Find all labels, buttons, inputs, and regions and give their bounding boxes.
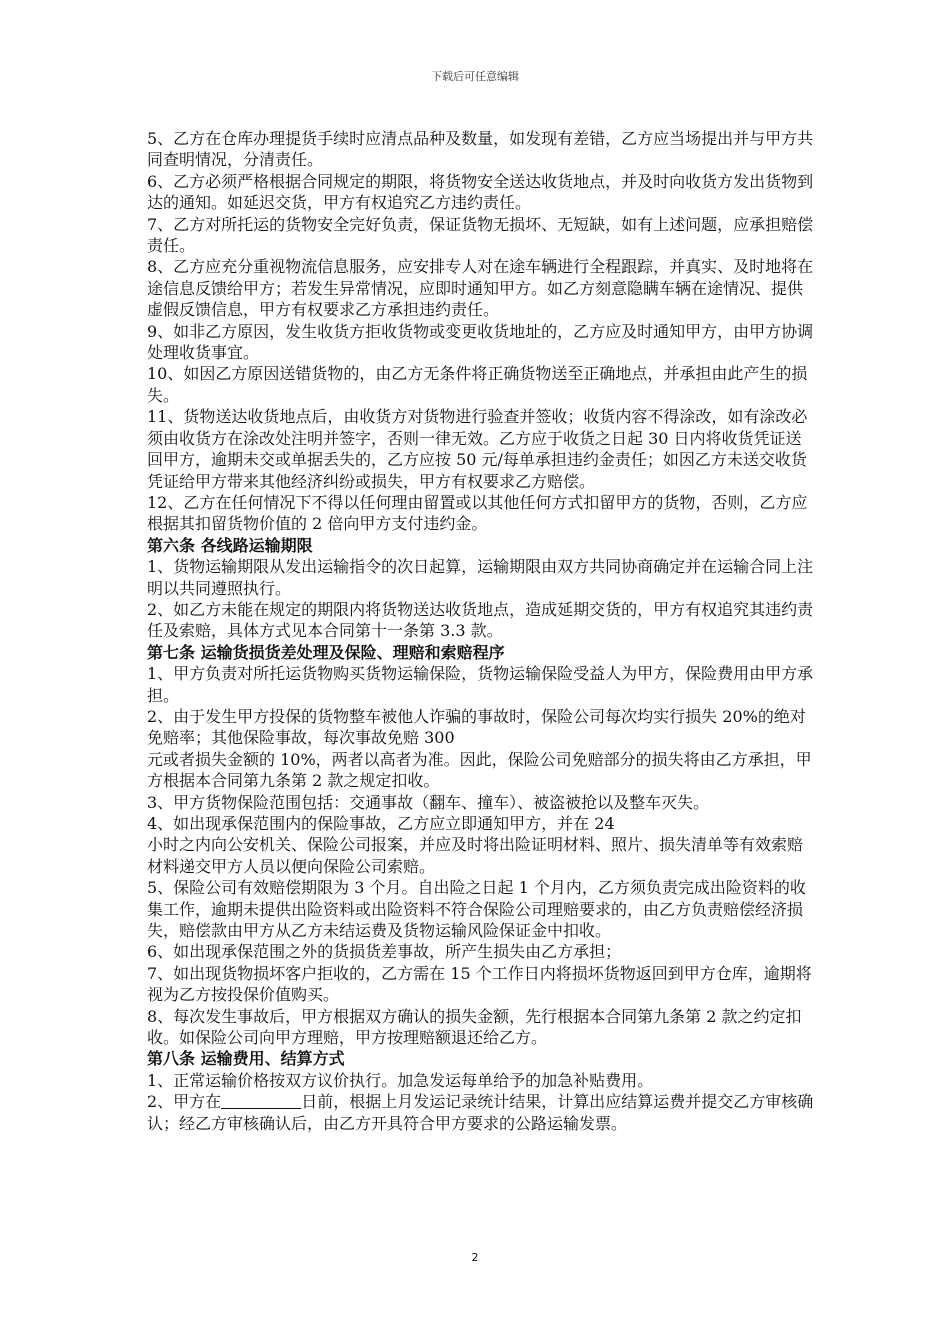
paragraph: 2、由于发生甲方投保的货物整车被他人诈骗的事故时，保险公司每次均实行损失 20%的绝对免赔率；其他保险事故，每次事故免赔 300 [147, 706, 806, 748]
paragraph: 6、乙方必须严格根据合同规定的期限，将货物安全送达收货地点，并及时向收货方发出货物到达的通知。如延迟交货，甲方有权追究乙方违约责任。 [147, 171, 814, 213]
paragraph: 元或者损失金额的 10%，两者以高者为准。因此，保险公司免赔部分的损失将由乙方承担，甲方根据本合同第九条第 2 款之规定扣收。 [147, 749, 812, 791]
paragraph: 1、正常运输价格按双方议价执行。加急发运每单给予的加急补贴费用。 [147, 1070, 654, 1090]
paragraph: 4、如出现承保范围内的保险事故，乙方应立即通知甲方，并在 24 [147, 814, 615, 833]
paragraph: 1、货物运输期限从发出运输指令的次日起算，运输期限由双方共同协商确定并在运输合同上注明以共同遵照执行。 [147, 557, 814, 598]
paragraph: 6、如出现承保范围之外的货损货差事故，所产生损失由乙方承担； [147, 942, 622, 962]
paragraph: 3、甲方货物保险范围包括：交通事故（翻车、撞车）、被盗被抢以及整车灭失。 [147, 792, 710, 812]
paragraph: 7、如出现货物损坏客户拒收的，乙方需在 15 个工作日内将损坏货物返回到甲方仓库，逾期将视为乙方按投保价值购买。 [147, 963, 812, 1005]
paragraph: 5、保险公司有效赔偿期限为 3 个月。自出险之日起 1 个月内，乙方须负责完成出险资料的收集工作，逾期未提供出险资料或出险资料不符合保险公司理赔要求的，由乙方负责赔偿经济损失，赔偿款由甲方从乙方未结运费及货物运输风险保证金中扣收。 [147, 878, 806, 941]
paragraph: 11、货物送达收货地点后，由收货方对货物进行验查并签收；收货内容不得涂改，如有涂改必须由收货方在涂改处注明并签字，否则一律无效。乙方应于收货之日起 30 日内将收货凭证送回甲方，逾期未交或单据丢失的，乙方应按 50 元/每单承担违约金责任；如因乙方未送交收货凭证给甲方带来其他经济纠纷或损失，甲方有权要求乙方赔偿。 [147, 407, 808, 491]
paragraph: 7、乙方对所托运的货物安全完好负责，保证货物无损坏、无短缺，如有上述问题，应承担赔偿责任。 [147, 214, 814, 256]
paragraph-text: 日前，根据上月发运记录统计结果，计算出应结算运费并提交乙方审核确认；经乙方审核确认后，由乙方开具符合甲方要求的公路运输发票。 [147, 1092, 814, 1133]
document-body [147, 128, 817, 1134]
page-header: 下载后可任意编辑 [431, 70, 519, 83]
paragraph: 9、如非乙方原因，发生收货方拒收货物或变更收货地址的，乙方应及时通知甲方，由甲方协调处理收货事宜。 [147, 321, 814, 363]
paragraph: 8、每次发生事故后，甲方根据双方确认的损失金额，先行根据本合同第九条第 2 款之约定扣收。如保险公司向甲方理赔，甲方按理赔额退还给乙方。 [147, 1006, 802, 1048]
section-heading: 第八条 运输费用、结算方式 [147, 1049, 345, 1069]
paragraph: 2、如乙方未能在规定的期限内将货物送达收货地点，造成延期交货的，甲方有权追究其违约责任及索赔，具体方式见本合同第十一条第 3.3 款。 [147, 599, 814, 641]
section-heading: 第六条 各线路运输期限 [147, 535, 313, 555]
paragraph-text: 2、甲方在 [147, 1092, 222, 1112]
paragraph: 小时之内向公安机关、保险公司报案，并应及时将出险证明材料、照片、损失清单等有效索赔材料递交甲方人员以便向保险公司索赔。 [147, 835, 804, 876]
paragraph: 5、乙方在仓库办理提货手续时应清点品种及数量，如发现有差错，乙方应当场提出并与甲方共同查明情况，分清责任。 [147, 129, 814, 170]
paragraph: 8、乙方应充分重视物流信息服务，应安排专人对在途车辆进行全程跟踪，并真实、及时地将在途信息反馈给甲方；若发生异常情况，应即时通知甲方。如乙方刻意隐瞒车辆在途情况、提供虚假反馈信息，甲方有权要求乙方承担违约责任。 [147, 257, 814, 320]
paragraph [147, 1091, 817, 1134]
page-number: 2 [471, 1251, 479, 1264]
paragraph: 12、乙方在任何情况下不得以任何理由留置或以其他任何方式扣留甲方的货物，否则，乙方应根据其扣留货物价值的 2 倍向甲方支付违约金。 [147, 492, 808, 534]
paragraph: 10、如因乙方原因送错货物的，由乙方无条件将正确货物送至正确地点，并承担由此产生的损失。 [147, 364, 808, 405]
section-heading: 第七条 运输货损货差处理及保险、理赔和索赔程序 [147, 642, 505, 662]
fill-in-blank [221, 1092, 301, 1109]
paragraph: 1、甲方负责对所托运货物购买货物运输保险，货物运输保险受益人为甲方，保险费用由甲方承担。 [147, 664, 814, 705]
